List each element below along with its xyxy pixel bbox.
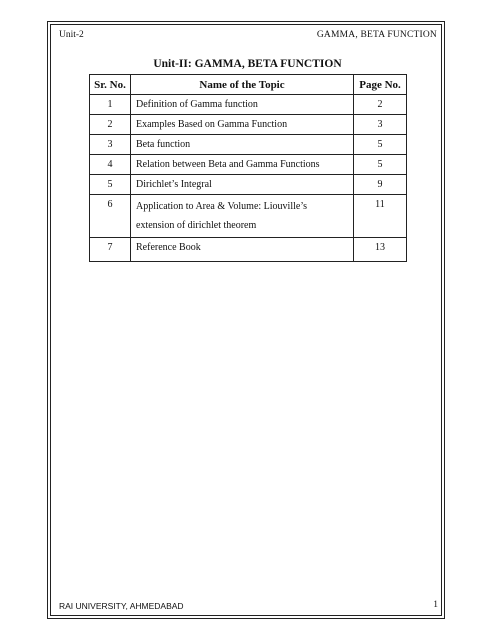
page-no-cell: 2 <box>354 95 407 115</box>
column-header-topic: Name of the Topic <box>131 75 354 95</box>
topic-line-2: extension of dirichlet theorem <box>136 220 257 231</box>
table-header-row <box>90 75 407 95</box>
topic-cell: Definition of Gamma function <box>131 95 354 115</box>
sr-no-cell: 4 <box>90 155 131 175</box>
sr-no-cell: 7 <box>90 238 131 262</box>
header-unit: Unit-2 <box>59 30 84 40</box>
sr-no-cell: 6 <box>90 195 131 238</box>
contents-table <box>89 74 407 262</box>
topic-cell: Relation between Beta and Gamma Functions <box>131 155 354 175</box>
page-title: Unit-II: GAMMA, BETA FUNCTION <box>153 58 342 70</box>
table-row <box>90 135 407 155</box>
page-no-cell: 3 <box>354 115 407 135</box>
page-no-cell: 9 <box>354 175 407 195</box>
column-header-sr-no: Sr. No. <box>90 75 131 95</box>
table-row <box>90 155 407 175</box>
page-no-cell: 5 <box>354 155 407 175</box>
topic-cell: Beta function <box>131 135 354 155</box>
sr-no-cell: 1 <box>90 95 131 115</box>
page-no-cell: 5 <box>354 135 407 155</box>
topic-cell: Dirichlet’s Integral <box>131 175 354 195</box>
table-row <box>90 95 407 115</box>
topic-cell: Reference Book <box>131 238 354 262</box>
sr-no-cell: 3 <box>90 135 131 155</box>
table-row <box>90 115 407 135</box>
header-subject: GAMMA, BETA FUNCTION <box>316 30 437 40</box>
column-header-page-no: Page No. <box>354 75 407 95</box>
footer-page-number: 1 <box>433 600 438 610</box>
sr-no-cell: 2 <box>90 115 131 135</box>
table-row <box>90 238 407 262</box>
topic-line-1: Application to Area & Volume: Liouville’s <box>136 201 308 212</box>
topic-cell <box>131 195 354 238</box>
table-row <box>90 195 407 238</box>
sr-no-cell: 5 <box>90 175 131 195</box>
table-row <box>90 175 407 195</box>
page-no-cell: 13 <box>354 238 407 262</box>
page-no-cell: 11 <box>354 195 407 238</box>
topic-cell: Examples Based on Gamma Function <box>131 115 354 135</box>
footer-institution: RAI UNIVERSITY, AHMEDABAD <box>59 601 184 611</box>
